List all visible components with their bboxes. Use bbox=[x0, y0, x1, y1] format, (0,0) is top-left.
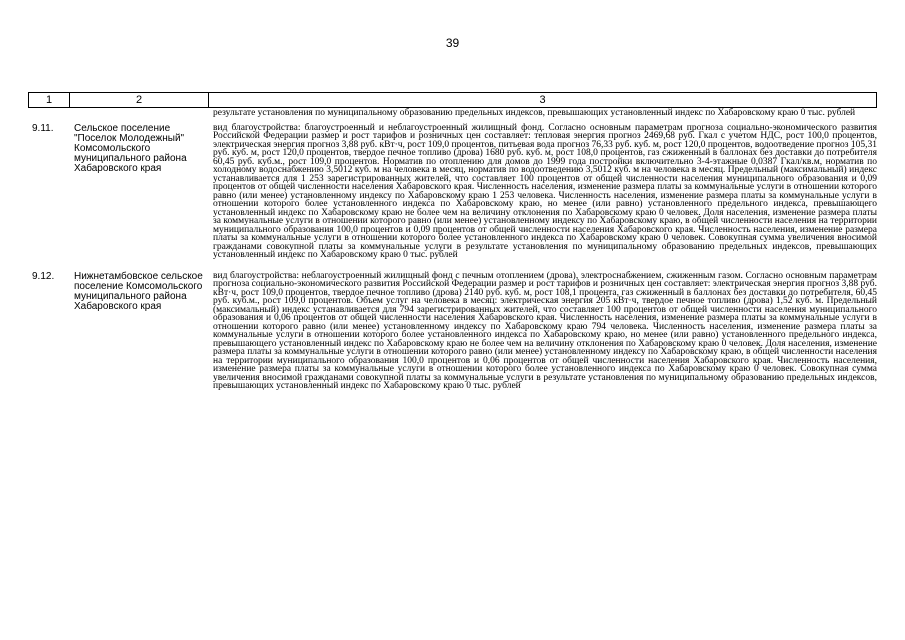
row-number: 9.11. bbox=[32, 122, 54, 134]
row-description: вид благоустройства: неблагоустроенный жилищный фонд с печным отоплением (дрова), электроснабжением, сжиженным газом. Согласно основным параметрам прогноза социально-экономического развития Российской Федерации размер и рост тарифов и розничных цен составляет: электрическая энергия прогноз 3,88 руб. кВт·ч, рост 109,0 процентов, твердое печное топливо (дрова) 2140 руб. куб. м, рост 108,1 процента, газ сжиженный в баллонах без доставки до потребителя, 60,45 руб. куб.м., рост 109,0 процентов. Объем услуг на человека в месяц: электрическая энергия 205 кВт·ч, твердое печное топливо (дрова) 1,52 куб. м. Предельный (максимальный) индекс устанавливается для 794 зарегистрированных жителей, что составляет 100 процентов от общей численности населения муниципального образования и 0,06 процентов от общей численности населения Хабаровского края. Численность населения, изменение размера платы за коммунальные услуги в отношении которого равно (или менее) установленному индексу по Хабаровскому краю 794 человека. Численность населения, изменение размера платы за коммунальные услуги в отношении которого более установленного индекса по Хабаровскому краю, но менее (или равно) установленного предельного индекса, превышающего установленный индекс по Хабаровскому краю не более чем на величину отклонения по Хабаровскому краю 0 человек. Доля населения, изменение размера платы за коммунальные услуги в отношении которого равно (или менее) установленному индексу по Хабаровскому краю, в общей численности населения на территории муниципального образования 100,0 процентов и 0,06 процентов от общей численности населения Хабаровского края. Численность населения, изменение размера платы за коммунальные услуги в отношении которого более установленного индекса по Хабаровскому краю 0 человек. Совокупная сумма увеличения вносимой гражданами совокупной платы за коммунальные услуги в результате установления по муниципальному образованию предельных индексов, превышающих установленный индекс по Хабаровскому краю 0 тыс. рублей bbox=[213, 270, 877, 391]
document-table bbox=[28, 92, 877, 391]
header-col-3: 3 bbox=[539, 94, 546, 106]
page-number: 39 bbox=[445, 36, 460, 50]
row-description: вид благоустройства: благоустроенный и неблагоустроенный жилищный фонд. Согласно основным параметрам прогноза социально-экономического развития Российской Федерации размер и рост тарифов и розничных цен составляет: тепловая энергия прогноз 2469,68 руб. Гкал с учетом НДС, рост 100,0 процентов, электрическая энергия прогноз 3,88 руб. кВт·ч, рост 109,0 процентов, питьевая вода прогноз 76,33 руб. куб. м, рост 120,0 процентов, водоотведение прогноз 105,31 руб. куб. м, рост 120,0 процентов, твердое печное топливо (дрова) 1680 руб. куб. м, рост 108,0 процентов, газ сжиженный в баллонах без доставки до потребителя 60,45 руб. куб.м., рост 109,0 процентов. Норматив по отоплению для домов до 1999 года постройки включительно 3-4-этажные 0,0387 Гкал/кв.м, норматив по холодному водоснабжению 3,5012 куб. м на человека в месяц, норматив по водоотведению 3,5012 куб. м на человека в месяц. Предельный (максимальный) индекс устанавливается для 1 253 зарегистрированных жителей, что составляет 100 процентов от общей численности населения муниципального образования и 0,09 процентов от общей численности населения Хабаровского края. Численность населения, изменение размера платы за коммунальные услуги в отношении которого равно (или менее) установленному индексу по Хабаровскому краю 1 253 человека. Численность населения, изменение размера платы за коммунальные услуги в отношении которого более установленного индекса по Хабаровскому краю, но менее (или равно) установленного предельного индекса, превышающего установленный индекс по Хабаровскому краю не более чем на величину отклонения по Хабаровскому краю 0 человек. Доля населения, изменение размера платы за коммунальные услуги в отношении которого равно (или менее) установленному индексу по Хабаровскому краю, в общей численности населения на территории муниципального образования 100,0 процентов и 0,09 процентов от общей численности населения Хабаровского края. Численность населения, изменение размера платы за коммунальные услуги в отношении которого более установленного индекса по Хабаровскому краю 0 человек. Совокупная сумма увеличения вносимой гражданами совокупной платы за коммунальные услуги в результате установления по муниципальному образованию предельных индексов, превышающих установленный индекс по Хабаровскому краю 0 тыс. рублей bbox=[213, 122, 877, 260]
table-header bbox=[28, 92, 877, 108]
header-col-2: 2 bbox=[70, 93, 209, 107]
table-row bbox=[28, 272, 877, 391]
header-col-1: 1 bbox=[29, 93, 70, 107]
continuation-text: результате установления по муниципальному образованию предельных индексов, превышающих установленный индекс по Хабаровскому краю 0 тыс. рублей bbox=[213, 108, 856, 118]
municipality-name: Сельское поселение "Поселок Молодежный" Комсомольского муниципального района Хабаровского края bbox=[74, 122, 187, 174]
table-row bbox=[28, 124, 877, 260]
municipality-name: Нижнетамбовское сельское поселение Комсомольского муниципального района Хабаровского края bbox=[74, 270, 203, 312]
row-number: 9.12. bbox=[32, 270, 55, 282]
